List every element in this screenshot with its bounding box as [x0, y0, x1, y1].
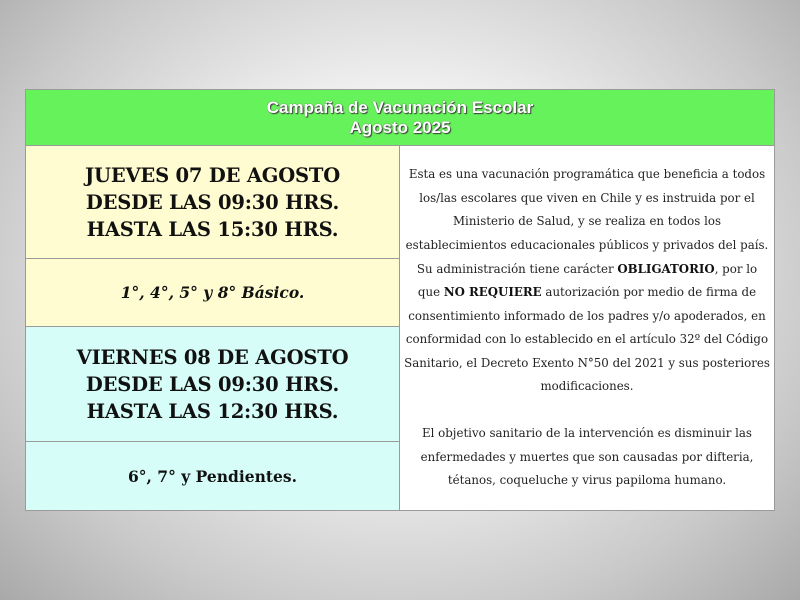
mandatory-label: OBLIGATORIO: [617, 261, 715, 276]
info-paragraph-objective: El objetivo sanitario de la intervención es disminuir las enfermedades y muertes que son causadas por difteria, tétanos, coqueluche y virus papiloma humano.: [420, 426, 754, 488]
day1-schedule: [26, 146, 400, 259]
day2-schedule: [26, 327, 400, 442]
day1-date: JUEVES 07 DE AGOSTO: [85, 163, 340, 187]
day1-grades: 1°, 4°, 5° y 8° Básico.: [120, 283, 305, 302]
day2-date: VIERNES 08 DE AGOSTO: [76, 345, 349, 369]
day2-end-time: HASTA LAS 12:30 HRS.: [86, 399, 339, 423]
day2-grades: 6°, 7° y Pendientes.: [127, 466, 298, 486]
vaccination-schedule-table: [25, 89, 775, 511]
info-paragraph-legal: [404, 163, 770, 399]
day2-grades-cell: [26, 442, 400, 510]
day1-grades-cell: [26, 259, 400, 327]
day1-start-time: DESDE LAS 09:30 HRS.: [85, 190, 340, 214]
table-header: [26, 90, 774, 146]
info-text-3: autorización por medio de firma de consentimiento informado de los padres y/o apoderados, en conformidad con lo establecido en el artículo 32º del Código Sanitario, el Decreto Exento N°50 del 2021 y sus posteriores modificaciones.: [404, 285, 770, 394]
campaign-month: Agosto 2025: [349, 117, 451, 137]
day1-end-time: HASTA LAS 15:30 HRS.: [86, 217, 339, 241]
campaign-title: Campaña de Vacunación Escolar: [266, 97, 534, 117]
info-cell: [400, 146, 774, 510]
day2-start-time: DESDE LAS 09:30 HRS.: [85, 372, 340, 396]
info-text-2: , por lo que: [417, 261, 758, 300]
no-consent-label: NO REQUIERE: [443, 285, 542, 300]
info-text-1: Esta es una vacunación programática que beneficia a todos los/las escolares que viven en Chile y es instruida por el Ministerio de Salud, y se realiza en todos los establecimientos educacionales públicos y privados del país. Su administración tiene carácter: [405, 167, 769, 276]
